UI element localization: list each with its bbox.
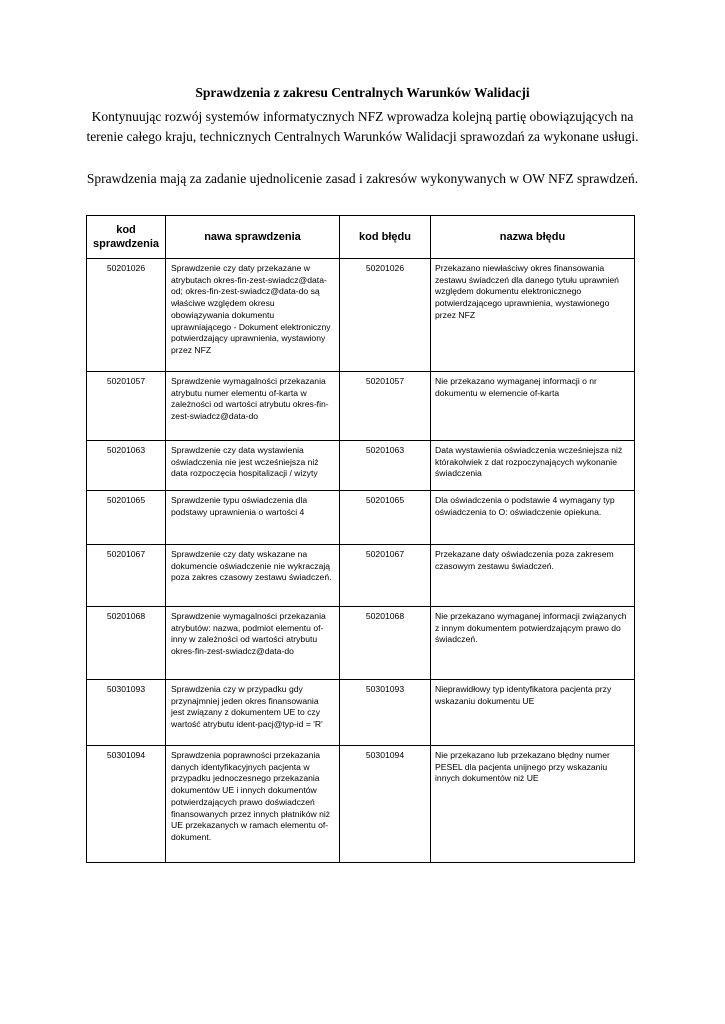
header-error-name: nazwa błędu [431, 216, 635, 259]
error-name: Przekazano niewłaściwy okres finansowania zestawu świadczeń dla danego tytułu uprawnień względem dokumentu elektronicznego potwierdzającego uprawnienia, wystawionego przez NFZ [431, 259, 635, 372]
error-name: Nie przekazano wymaganej informacji związanych z innym dokumentem potwierdzającym prawo do świadczeń. [431, 607, 635, 680]
error-code: 50201068 [340, 607, 431, 680]
validation-checks-table [86, 215, 635, 863]
table-header-row [87, 216, 635, 259]
check-code: 50201057 [87, 372, 166, 441]
error-code: 50201067 [340, 545, 431, 607]
check-name: Sprawdzenie czy daty przekazane w atrybutach okres-fin-zest-swiadcz@data-od; okres-fin-zest-swiadcz@data-do są właściwe względem okresu obowiązywania dokumentu uprawniającego - Dokument elektroniczny potwierdzający uprawnienia, wystawiony przez NFZ [166, 259, 340, 372]
check-code: 50301094 [87, 746, 166, 863]
check-name: Sprawdzenie czy daty wskazane na dokumencie oświadczenie nie wykraczają poza zakres czasowy zestawu świadczeń. [166, 545, 340, 607]
check-name: Sprawdzenie czy data wystawienia oświadczenia nie jest wcześniejsza niż data rozpoczęcia hospitalizacji / wizyty [166, 441, 340, 491]
header-error-code: kod błędu [340, 216, 431, 259]
check-code: 50201063 [87, 441, 166, 491]
table-row [87, 259, 635, 372]
document-title: Sprawdzenia z zakresu Centralnych Warunków Walidacji [195, 85, 530, 100]
error-code: 50201057 [340, 372, 431, 441]
check-code: 50201026 [87, 259, 166, 372]
error-name: Nie przekazano wymaganej informacji o nr dokumentu w elemencie of-karta [431, 372, 635, 441]
check-code: 50201067 [87, 545, 166, 607]
table-row [87, 746, 635, 863]
error-name: Przekazane daty oświadczenia poza zakresem czasowym zestawu świadczeń. [431, 545, 635, 607]
error-code: 50301093 [340, 680, 431, 746]
check-code: 50201065 [87, 491, 166, 545]
check-name: Sprawdzenie wymagalności przekazania atrybutu numer elementu of-karta w zależności od wartości atrybutu okres-fin-zest-swiadcz@data-do [166, 372, 340, 441]
error-name: Nie przekazano lub przekazano błędny numer PESEL dla pacjenta unijnego przy wskazaniu innych dokumentów niż UE [431, 746, 635, 863]
intro-paragraph: Kontynuując rozwój systemów informatycznych NFZ wprowadza kolejną partię obowiązujących na terenie całego kraju, technicznych Centralnych Warunków Walidacji sprawozdań za wykonane usługi. [86, 109, 639, 144]
header-code: kod sprawdzenia [87, 216, 166, 259]
table-row [87, 491, 635, 545]
error-code: 50201065 [340, 491, 431, 545]
table-row [87, 545, 635, 607]
check-code: 50301093 [87, 680, 166, 746]
error-code: 50201026 [340, 259, 431, 372]
check-code: 50201068 [87, 607, 166, 680]
error-code: 50301094 [340, 746, 431, 863]
table-row [87, 441, 635, 491]
header-check-name: nawa sprawdzenia [166, 216, 340, 259]
check-name: Sprawdzenia poprawności przekazania danych identyfikacyjnych pacjenta w przypadku jednoczesnego przekazania dokumentów UE i innych dokumentów potwierdzających prawo doświadczeń finansowanych przez innych płatników niż UE przekazanych w ramach elementu of-dokument. [166, 746, 340, 863]
error-name: Data wystawienia oświadczenia wcześniejsza niż którakolwiek z dat rozpoczynających wykonanie świadczenia [431, 441, 635, 491]
check-name: Sprawdzenie typu oświadczenia dla podstawy uprawnienia o wartości 4 [166, 491, 340, 545]
table-row [87, 607, 635, 680]
check-name: Sprawdzenia czy w przypadku gdy przynajmniej jeden okres finansowania jest związany z dokumentem UE to czy wartość atrybutu ident-pacj@typ-id = 'R' [166, 680, 340, 746]
second-paragraph: Sprawdzenia mają za zadanie ujednolicenie zasad i zakresów wykonywanych w OW NFZ sprawdzeń. [86, 171, 639, 186]
check-name: Sprawdzenie wymagalności przekazania atrybutów: nazwa, podmiot elementu of-inny w zależności od wartości atrybutu okres-fin-zest-swiadcz@data-do [166, 607, 340, 680]
error-name: Dla oświadczenia o podstawie 4 wymagany typ oświadczenia to O: oświadczenie opiekuna. [431, 491, 635, 545]
table-row [87, 680, 635, 746]
error-code: 50201063 [340, 441, 431, 491]
table-row [87, 372, 635, 441]
error-name: Nieprawidłowy typ identyfikatora pacjenta przy wskazaniu dokumentu UE [431, 680, 635, 746]
